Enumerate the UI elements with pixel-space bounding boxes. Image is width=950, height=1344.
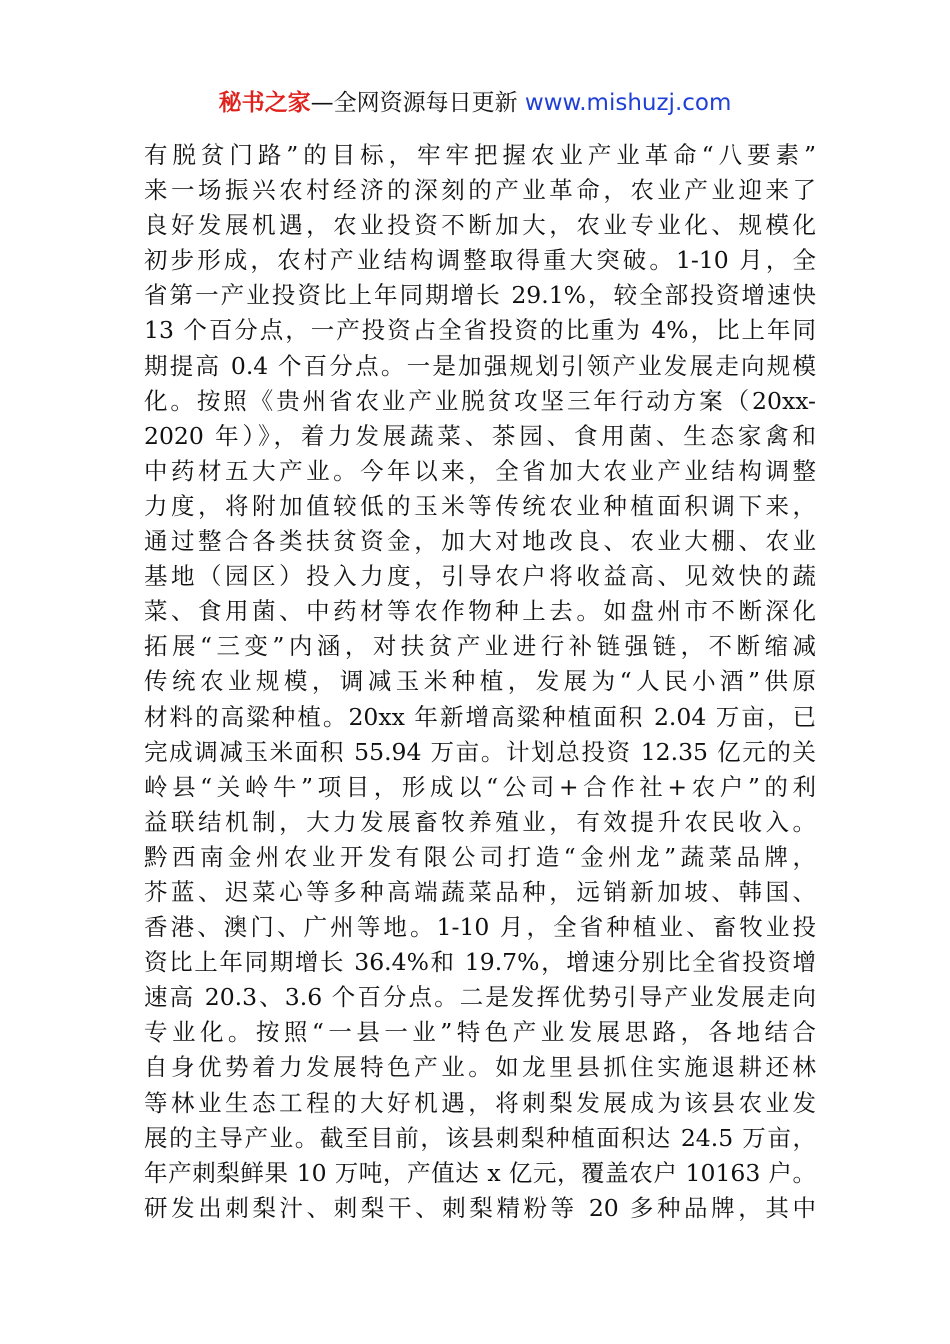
text-line: 等林业生态工程的大好机遇，将刺梨发展成为该县农业发 [144, 1088, 816, 1117]
text-line: 自身优势着力发展特色产业。如龙里县抓住实施退耕还林 [144, 1053, 816, 1082]
text-line: 省第一产业投资比上年同期增长 29.1%，较全部投资增速快 [144, 281, 816, 310]
text-line: 材料的高粱种植。20xx 年新增高粱种植面积 2.04 万亩，已 [144, 702, 816, 731]
text-line: 传统农业规模，调减玉米种植，发展为“人民小酒”供原 [144, 667, 816, 696]
text-line: 黔西南金州农业开发有限公司打造“金州龙”蔬菜品牌， [144, 842, 816, 871]
text-line: 香港、澳门、广州等地。1-10 月，全省种植业、畜牧业投 [144, 913, 816, 942]
text-line: 拓展“三变”内涵，对扶贫产业进行补链强链，不断缩减 [144, 632, 816, 661]
text-line: 期提高 0.4 个百分点。一是加强规划引领产业发展走向规模 [144, 351, 816, 380]
text-line: 基地（园区）投入力度，引导农户将收益高、见效快的蔬 [144, 562, 816, 591]
text-line: 来一场振兴农村经济的深刻的产业革命，农业产业迎来了 [144, 176, 816, 205]
page-header [0, 86, 950, 120]
text-line: 初步形成，农村产业结构调整取得重大突破。1-10 月，全 [144, 246, 816, 275]
text-line: 菜、食用菌、中药材等农作物种上去。如盘州市不断深化 [144, 597, 816, 626]
text-line: 资比上年同期增长 36.4%和 19.7%，增速分别比全省投资增 [144, 948, 816, 977]
text-line: 13 个百分点，一产投资占全省投资的比重为 4%，比上年同 [144, 316, 816, 345]
header-slogan: —全网资源每日更新 [310, 90, 525, 116]
text-line: 力度，将附加值较低的玉米等传统农业种植面积调下来， [144, 491, 816, 520]
text-line: 展的主导产业。截至目前，该县刺梨种植面积达 24.5 万亩， [144, 1123, 816, 1152]
text-line: 良好发展机遇，农业投资不断加大，农业专业化、规模化 [144, 211, 816, 240]
text-line: 速高 20.3、3.6 个百分点。二是发挥优势引导产业发展走向 [144, 983, 816, 1012]
text-line: 完成调减玉米面积 55.94 万亩。计划总投资 12.35 亿元的关 [144, 737, 816, 766]
text-line: 益联结机制，大力发展畜牧养殖业，有效提升农民收入。 [144, 807, 816, 836]
text-line: 通过整合各类扶贫资金，加大对地改良、农业大棚、农业 [144, 527, 816, 556]
text-line: 专业化。按照“一县一业”特色产业发展思路，各地结合 [144, 1018, 816, 1047]
body-paragraph [144, 138, 816, 1226]
text-line: 岭县“关岭牛”项目，形成以“公司+合作社+农户”的利 [144, 772, 816, 801]
text-line: 2020 年）》，着力发展蔬菜、茶园、食用菌、生态家禽和 [144, 421, 816, 450]
site-url-link[interactable]: www.mishuzj.com [524, 90, 732, 116]
text-line: 中药材五大产业。今年以来，全省加大农业产业结构调整 [144, 456, 816, 485]
text-line: 化。按照《贵州省农业产业脱贫攻坚三年行动方案（20xx- [144, 386, 816, 415]
text-line: 有脱贫门路”的目标，牢牢把握农业产业革命“八要素” [144, 141, 816, 169]
brand-name: 秘书之家 [218, 90, 311, 116]
text-line: 研发出刺梨汁、刺梨干、刺梨精粉等 20 多种品牌，其中 [144, 1193, 816, 1222]
text-line: 芥蓝、迟菜心等多种高端蔬菜品种，远销新加坡、韩国、 [144, 877, 816, 906]
text-line: 年产刺梨鲜果 10 万吨，产值达 x 亿元，覆盖农户 10163 户。 [144, 1158, 816, 1187]
